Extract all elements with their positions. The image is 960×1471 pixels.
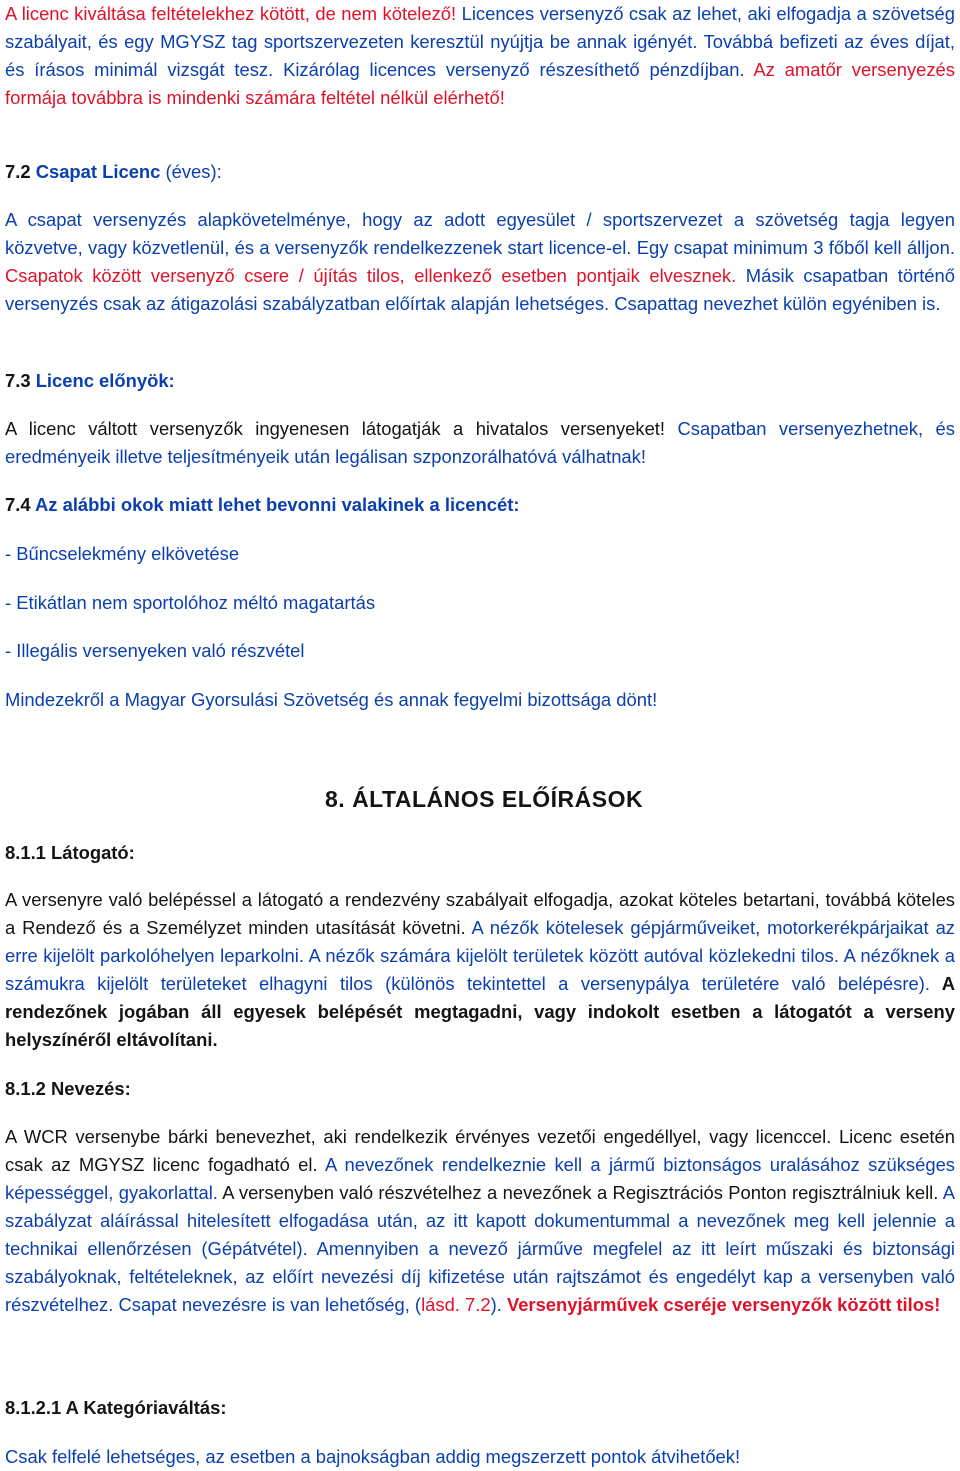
visitor-text-2: A nézők kötelesek gépjárműveiket, motorkerékpárjaikat az erre kijelölt parkolóhelyen leparkolni. A nézők számára kijelölt területek között autóval közlekedni tilos. A nézőknek a számukra kijelölt területeket elhagyni tilos (különös tekintettel a versenypálya területére való belépésre). [5,917,955,994]
disciplinary-sentence: Mindezekről a Magyar Gyorsulási Szövetség és annak fegyelmi bizottsága dönt! [5,689,658,710]
section-8-title: 8. ÁLTALÁNOS ELŐÍRÁSOK [325,786,644,812]
heading-7-2 [5,158,955,186]
licence-optional-sentence: A licenc kiváltása feltételekhez kötött, de nem kötelező! [5,3,457,24]
amateur-sentence: Az amatőr versenyezés formája továbbra is mindenki számára feltétel nélkül elérhető! [5,59,955,108]
heading-8-1-1: 8.1.1 Látogató: [5,842,135,863]
licence-requirements-text: Licences versenyző csak az lehet, aki elfogadja a szövetség szabályait, és egy MGYSZ tag sportszervezeten keresztül nyújtja be annak igényét. Továbbá befizeti az éves díjat, és írásos minimál vizsgát tesz. Kizárólag licences versenyző részesíthető pénzdíjban. [5,3,955,80]
heading-8-1-2: 8.1.2 Nevezés: [5,1078,131,1099]
heading-8-1-2-1: 8.1.2.1 A Kategóriaváltás: [5,1397,227,1418]
licence-benefits-text-1: A licenc váltott versenyzők ingyenesen látogatják a hivatalos versenyeket! [5,418,666,439]
team-licence-text-2: Csapatok között versenyző csere / újítás tilos, ellenkező esetben pontjaik elvesznek. [5,265,737,286]
visitor-text-1: A versenyre való belépéssel a látogató a rendezvény szabályait elfogadja, azokat köteles betartani, továbbá köteles a Rendező és a Személyzet minden utasítását követni. [5,889,955,938]
category-change-sentence: Csak felfelé lehetséges, az esetben a bajnokságban addig megszerzett pontok átvihetőek! [5,1446,741,1467]
heading-7-3 [5,367,955,395]
entry-crossref: lásd. 7.2 [421,1294,491,1315]
visitor-paragraph [5,886,955,1054]
entry-text-1: A WCR versenybe bárki benevezhet, aki rendelkezik érvényes vezetői engedéllyel, vagy licenccel. Licenc esetén csak az MGYSZ licenc fogadható el. [5,1126,955,1175]
heading-7-3-title: Licenc előnyök: [30,370,175,391]
licence-benefits-text-2: Csapatban versenyezhetnek, és eredményeik illetve teljesítményeik után legálisan szponzorálhatóvá válhatnak! [5,418,955,467]
team-licence-text-3: Másik csapatban történő versenyzés csak az átigazolási szabályzatban előírtak alapján lehetséges. Csapattag nevezhet külön egyéniben is. [5,265,955,314]
team-licence-text-1: A csapat versenyzés alapkövetelménye, hogy az adott egyesület / sportszervezet a szövetség tagja legyen közvetve, vagy közvetlenül, és a versenyzők rendelkezzenek start licence-el. Egy csapat minimum 3 főből kell álljon. [5,209,955,258]
licence-benefits-paragraph [5,415,955,471]
heading-7-2-title: Csapat Licenc [30,161,161,182]
entry-paragraph [5,1123,955,1319]
heading-7-2-suffix: (éves): [160,161,222,182]
heading-7-2-number: 7.2 [5,161,31,182]
visitor-text-3: A rendezőnek jogában áll egyesek belépését megtagadni, vagy indokolt esetben a látogatót a verseny helyszínéről eltávolítani. [5,973,955,1050]
licence-intro-paragraph [5,0,955,112]
entry-text-3: A versenyben való részvételhez a nevezőnek a Regisztrációs Ponton regisztrálniuk kell. [217,1182,939,1203]
entry-text-4: A szabályzat aláírással hitelesített elfogadása után, az itt kapott dokumentummal a nevezőnek meg kell jelennie a technikai ellenőrzésen (Gépátvétel). [5,1182,955,1259]
entry-text-6: Csapat nevezésre is van lehetőség, ( [113,1294,422,1315]
entry-text-2: A nevezőnek rendelkeznie kell a jármű biztonságos uralásához szükséges képességgel, gyakorlattal. [5,1154,955,1203]
list-item: - Etikátlan nem sportolóhoz méltó magatartás [5,592,376,613]
heading-7-4-number: 7.4 [5,494,31,515]
heading-7-4 [5,491,955,519]
list-item: - Bűncselekmény elkövetése [5,543,240,564]
entry-text-5: Amennyiben a nevező járműve megfelel az itt leírt műszaki és biztonsági szabályoknak, feltételeknek, az előírt nevezési díj kifizetése után rajtszámot és engedélyt kap a versenyben való részvételhez. [5,1238,956,1315]
entry-text-8: ). [490,1294,502,1315]
heading-7-4-title: Az alábbi okok miatt lehet bevonni valakinek a licencét: [30,494,520,515]
team-licence-paragraph [5,206,955,318]
heading-7-3-number: 7.3 [5,370,31,391]
vehicle-swap-warning: Versenyjárművek cseréje versenyzők között tilos! [501,1294,941,1315]
list-item: - Illegális versenyeken való részvétel [5,640,305,661]
